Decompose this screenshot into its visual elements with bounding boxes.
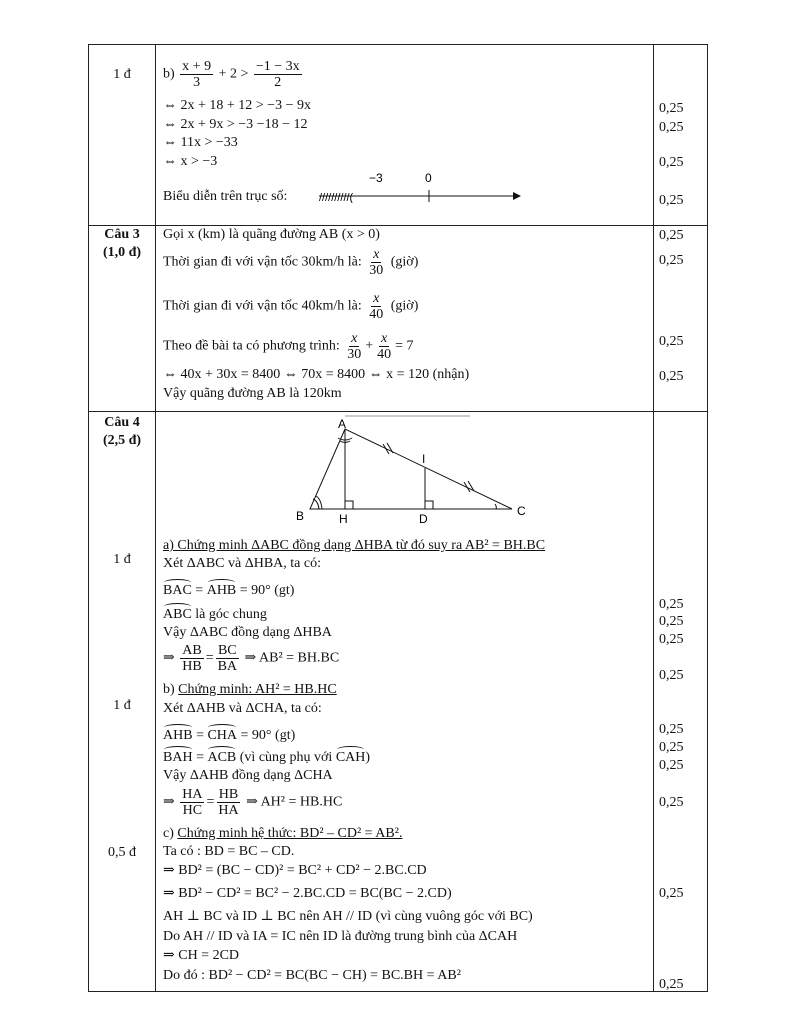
q3-line-4: Theo đề bài ta có phương trình: $\frac{x}{30}$ + $\frac{x}{40}$ = 7	[163, 331, 414, 362]
score: 0,25	[659, 795, 684, 810]
part-b-heading: b) Chứng minh: AH² = HB.HC	[163, 682, 337, 697]
b-prefix: b)	[163, 66, 175, 82]
part-a-line-1: Xét ΔABC và ΔHBA, ta có:	[163, 556, 321, 571]
part-a-points: 1 đ	[113, 552, 131, 567]
column-divider-1	[155, 45, 156, 991]
part-a-heading: a) Chứng minh ΔABC đồng dạng ΔHBA từ đó suy ra AB² = BH.BC	[163, 538, 546, 553]
score: 0,25	[659, 228, 684, 243]
score: 0,25	[659, 740, 684, 755]
right-angle-H	[345, 501, 353, 509]
hatched-region: //////////(	[319, 192, 354, 203]
point-label-D: D	[419, 512, 428, 525]
angle-mark-C	[495, 504, 496, 509]
score: 0,25	[659, 334, 684, 349]
q3-line-6: Vậy quãng đường AB là 120km	[163, 386, 342, 401]
number-line	[317, 169, 527, 203]
q3-line-5: ⇔ 40x + 30x = 8400 ⇔ 70x = 8400 ⇔ x = 120 (nhận)	[163, 367, 470, 382]
score: 0,25	[659, 101, 684, 116]
step-3: ⇔ 11x > −33	[163, 135, 238, 150]
arrow-head-icon	[513, 192, 521, 200]
right-angle-D	[425, 501, 433, 509]
question-4-label: Câu 4	[104, 415, 140, 430]
step-1: ⇔ 2x + 18 + 12 > −3 − 9x	[163, 98, 311, 113]
score: 0,25	[659, 614, 684, 629]
part-c-line-6: ⇒ CH = 2CD	[163, 948, 240, 963]
answer-table	[88, 44, 708, 992]
q3-line-3: Thời gian đi với vận tốc 40km/h là: $\frac{x}{40}$ (giờ)	[163, 291, 419, 322]
fraction-2: $\frac{-1 - 3x}{2}$	[255, 59, 300, 90]
step-4: ⇔ x > −3	[163, 154, 218, 169]
column-divider-2	[653, 45, 654, 991]
tick-label-minus3: −3	[369, 171, 383, 185]
score: 0,25	[659, 193, 684, 208]
part-b-points: 1 đ	[113, 698, 131, 713]
part-a-line-2: BAC = AHB = 90° (gt)	[163, 579, 294, 599]
part-c-points: 0,5 đ	[108, 845, 136, 860]
step-2: ⇔ 2x + 9x > −3 −18 − 12	[163, 117, 308, 132]
part-b-line-2: AHB = CHA = 90° (gt)	[163, 724, 295, 744]
point-label-C: C	[517, 504, 526, 518]
part-c-heading: c) Chứng minh hệ thức: BD² – CD² = AB².	[163, 826, 403, 841]
part-b-line-4: Vậy ΔAHB đồng dạng ΔCHA	[163, 768, 333, 783]
plus-two: + 2 >	[218, 66, 249, 82]
part-c-line-7: Do đó : BD² − CD² = BC(BC − CH) = BC.BH = AB²	[163, 968, 461, 983]
fraction-1: $\frac{x + 9}{3}$	[182, 59, 212, 90]
part-c-line-2: ⇒ BD² = (BC − CD)² = BC² + CD² − 2.BC.CD	[163, 863, 427, 878]
question-3-label: Câu 3	[104, 227, 140, 242]
part-a-line-5: ⇒ $\frac{AB}{HB}$ = $\frac{BC}{BA}$ ⇒ AB² = BH.BC	[163, 643, 340, 674]
score: 0,25	[659, 155, 684, 170]
row1-points: 1 đ	[113, 67, 131, 82]
point-label-B: B	[296, 509, 305, 523]
part-b-line-5: ⇒ $\frac{HA}{HC}$ = $\frac{HB}{HA}$ ⇒ AH² = HB.HC	[163, 787, 343, 818]
score: 0,25	[659, 977, 684, 992]
point-label-H: H	[339, 512, 348, 525]
number-line-label: Biểu diễn trên trục số:	[163, 189, 288, 204]
row-divider-2	[89, 411, 707, 412]
triangle-figure	[285, 413, 539, 525]
score: 0,25	[659, 886, 684, 901]
question-3-points: (1,0 đ)	[102, 245, 142, 260]
inequality-b	[163, 59, 304, 90]
score: 0,25	[659, 597, 684, 612]
point-label-I: I	[422, 452, 426, 466]
part-a-line-3: ABC là góc chung	[163, 603, 267, 623]
q3-line-2: Thời gian đi với vận tốc 30km/h là: $\frac{x}{30}$ (giờ)	[163, 247, 419, 278]
score: 0,25	[659, 668, 684, 683]
score: 0,25	[659, 253, 684, 268]
point-label-A: A	[338, 417, 347, 431]
score: 0,25	[659, 120, 684, 135]
part-c-line-4: AH ⊥ BC và ID ⊥ BC nên AH // ID (vì cùng vuông góc với BC)	[163, 909, 533, 924]
part-c-line-3: ⇒ BD² − CD² = BC² − 2.BC.CD = BC(BC − 2.CD)	[163, 886, 452, 901]
part-b-line-3: BAH = ACB (vì cùng phụ với CAH)	[163, 746, 370, 766]
score: 0,25	[659, 632, 684, 647]
part-b-line-1: Xét ΔAHB và ΔCHA, ta có:	[163, 701, 322, 716]
part-a-line-4: Vậy ΔABC đồng dạng ΔHBA	[163, 625, 332, 640]
q3-line-1: Gọi x (km) là quãng đường AB (x > 0)	[163, 227, 380, 242]
score: 0,25	[659, 722, 684, 737]
part-c-line-1: Ta có : BD = BC – CD.	[163, 844, 295, 859]
score: 0,25	[659, 369, 684, 384]
score: 0,25	[659, 758, 684, 773]
tick-label-zero: 0	[425, 171, 432, 185]
row-divider-1	[89, 225, 707, 226]
part-c-line-5: Do AH // ID và IA = IC nên ID là đường trung bình của ΔCAH	[163, 929, 518, 944]
question-4-points: (2,5 đ)	[102, 433, 142, 448]
